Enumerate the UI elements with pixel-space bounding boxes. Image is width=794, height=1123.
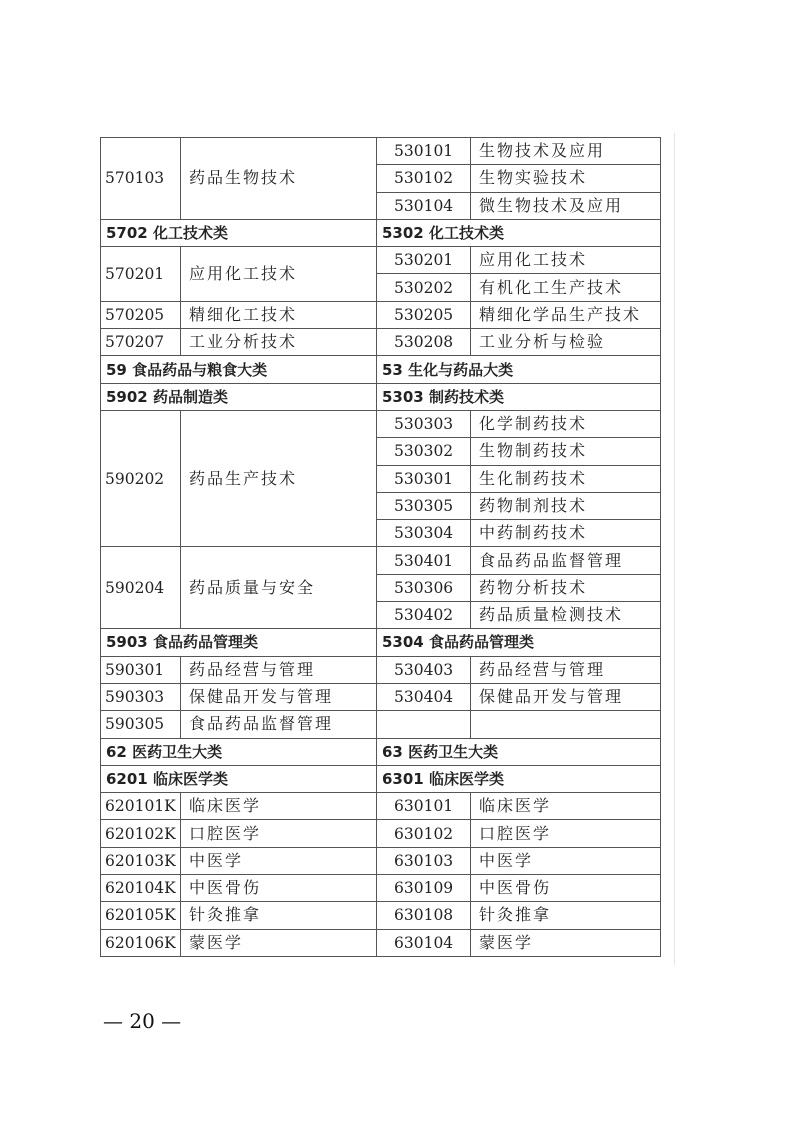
right-major-name: 口腔医学 [471, 820, 661, 847]
left-major-code: 570207 [101, 329, 181, 356]
right-major-name: 中医骨伤 [471, 875, 661, 902]
right-major-name: 工业分析与检验 [471, 329, 661, 356]
left-major-name: 精细化工技术 [181, 301, 377, 328]
right-major-code: 530403 [377, 656, 471, 683]
left-major-name: 针灸推拿 [181, 902, 377, 929]
right-major-code: 630108 [377, 902, 471, 929]
table-row [101, 683, 661, 710]
right-major-code: 530102 [377, 165, 471, 192]
table-row [101, 902, 661, 929]
right-major-name: 精细化学品生产技术 [471, 301, 661, 328]
right-major-name: 中医学 [471, 847, 661, 874]
right-major-code: 530104 [377, 192, 471, 219]
right-major-code: 530401 [377, 547, 471, 574]
right-major-code: 530202 [377, 274, 471, 301]
right-major-name: 药物制剂技术 [471, 492, 661, 519]
left-major-name: 口腔医学 [181, 820, 377, 847]
left-major-name: 保健品开发与管理 [181, 683, 377, 710]
right-major-code: 630101 [377, 793, 471, 820]
table-row [101, 547, 661, 574]
table-row [101, 875, 661, 902]
right-major-code: 530303 [377, 410, 471, 437]
table-row [101, 793, 661, 820]
right-major-code: 630102 [377, 820, 471, 847]
page-number: — 20 — [103, 1009, 182, 1033]
right-major-code: 530301 [377, 465, 471, 492]
left-major-name: 蒙医学 [181, 929, 377, 956]
left-major-code: 620105K [101, 902, 181, 929]
right-major-name: 药品经营与管理 [471, 656, 661, 683]
right-major-name: 保健品开发与管理 [471, 683, 661, 710]
left-major-code: 590202 [101, 410, 181, 546]
left-major-code: 570103 [101, 138, 181, 220]
right-major-name: 中药制药技术 [471, 520, 661, 547]
right-category-heading: 5304 食品药品管理类 [377, 629, 661, 656]
right-major-name: 蒙医学 [471, 929, 661, 956]
left-major-name: 中医学 [181, 847, 377, 874]
left-major-name: 食品药品监督管理 [181, 711, 377, 738]
right-major-code: 630109 [377, 875, 471, 902]
right-major-code: 630103 [377, 847, 471, 874]
table-row [101, 711, 661, 738]
table-row [101, 247, 661, 274]
right-major-code: 530205 [377, 301, 471, 328]
left-category-heading: 5902 药品制造类 [101, 383, 377, 410]
left-major-name: 应用化工技术 [181, 247, 377, 302]
right-major-name: 生物技术及应用 [471, 138, 661, 165]
right-major-name: 生物实验技术 [471, 165, 661, 192]
table-row [101, 301, 661, 328]
right-major-name: 微生物技术及应用 [471, 192, 661, 219]
left-category-heading: 59 食品药品与粮食大类 [101, 356, 377, 383]
right-major-name [471, 711, 661, 738]
right-major-name: 临床医学 [471, 793, 661, 820]
category-header-row [101, 383, 661, 410]
left-major-code: 590204 [101, 547, 181, 629]
left-major-code: 620106K [101, 929, 181, 956]
category-header-row [101, 219, 661, 246]
left-category-heading: 6201 临床医学类 [101, 765, 377, 792]
left-category-heading: 5903 食品药品管理类 [101, 629, 377, 656]
table-row [101, 656, 661, 683]
table-row [101, 410, 661, 437]
left-major-code: 590305 [101, 711, 181, 738]
right-category-heading: 63 医药卫生大类 [377, 738, 661, 765]
right-major-name: 应用化工技术 [471, 247, 661, 274]
left-major-code: 570205 [101, 301, 181, 328]
left-major-code: 620104K [101, 875, 181, 902]
left-major-name: 药品经营与管理 [181, 656, 377, 683]
major-mapping-table [100, 137, 661, 957]
right-major-code: 530402 [377, 602, 471, 629]
table-row [101, 820, 661, 847]
right-major-code: 530305 [377, 492, 471, 519]
right-major-code: 530404 [377, 683, 471, 710]
category-header-row [101, 356, 661, 383]
table-row [101, 847, 661, 874]
right-major-name: 药品质量检测技术 [471, 602, 661, 629]
category-header-row [101, 738, 661, 765]
left-major-code: 590301 [101, 656, 181, 683]
left-major-code: 620102K [101, 820, 181, 847]
right-major-code: 530201 [377, 247, 471, 274]
right-category-heading: 53 生化与药品大类 [377, 356, 661, 383]
left-major-name: 临床医学 [181, 793, 377, 820]
right-major-code: 530304 [377, 520, 471, 547]
left-major-code: 620101K [101, 793, 181, 820]
left-major-name: 药品质量与安全 [181, 547, 377, 629]
left-major-name: 药品生物技术 [181, 138, 377, 220]
right-major-code: 530306 [377, 574, 471, 601]
table-row [101, 929, 661, 956]
category-header-row [101, 629, 661, 656]
right-major-name: 生物制药技术 [471, 438, 661, 465]
right-major-name: 药物分析技术 [471, 574, 661, 601]
right-major-name: 生化制药技术 [471, 465, 661, 492]
left-category-heading: 62 医药卫生大类 [101, 738, 377, 765]
left-major-name: 药品生产技术 [181, 410, 377, 546]
left-major-code: 620103K [101, 847, 181, 874]
right-category-heading: 5302 化工技术类 [377, 219, 661, 246]
right-major-code: 530101 [377, 138, 471, 165]
right-major-name: 化学制药技术 [471, 410, 661, 437]
right-category-heading: 5303 制药技术类 [377, 383, 661, 410]
right-major-code [377, 711, 471, 738]
scan-edge-line [674, 133, 675, 965]
left-major-code: 590303 [101, 683, 181, 710]
right-major-code: 530302 [377, 438, 471, 465]
right-major-name: 食品药品监督管理 [471, 547, 661, 574]
left-major-name: 中医骨伤 [181, 875, 377, 902]
table-row [101, 329, 661, 356]
right-major-name: 有机化工生产技术 [471, 274, 661, 301]
table-row [101, 138, 661, 165]
left-major-code: 570201 [101, 247, 181, 302]
left-major-name: 工业分析技术 [181, 329, 377, 356]
right-major-code: 630104 [377, 929, 471, 956]
right-major-code: 530208 [377, 329, 471, 356]
right-category-heading: 6301 临床医学类 [377, 765, 661, 792]
right-major-name: 针灸推拿 [471, 902, 661, 929]
left-category-heading: 5702 化工技术类 [101, 219, 377, 246]
category-header-row [101, 765, 661, 792]
